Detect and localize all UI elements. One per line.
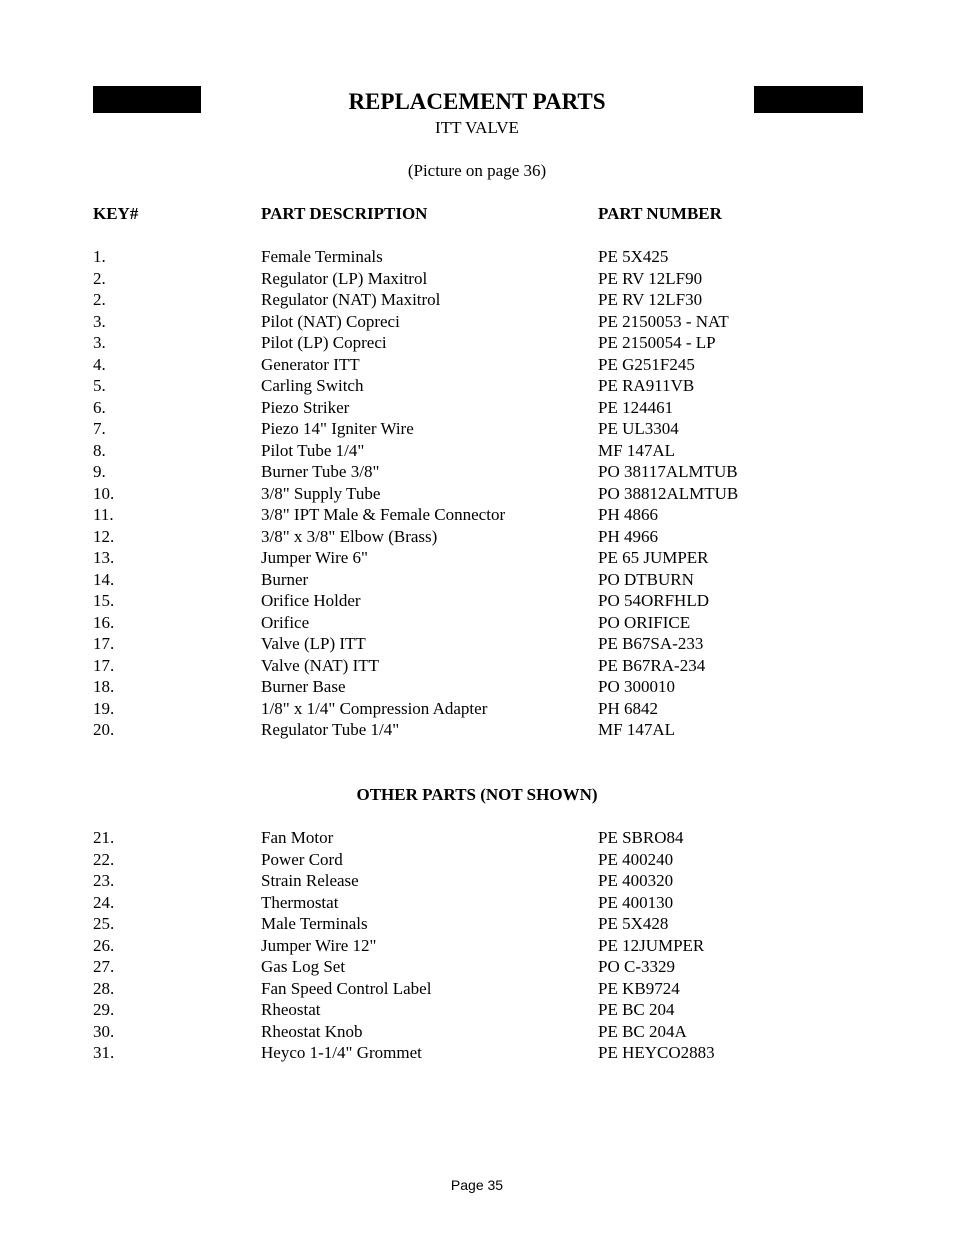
part-number: PE B67SA-233 [598, 634, 704, 653]
part-row [93, 913, 873, 935]
part-description: Pilot (NAT) Copreci [261, 311, 400, 331]
column-header-key: KEY# [93, 204, 139, 223]
part-key: 6. [93, 397, 106, 417]
part-key: 30. [93, 1021, 115, 1041]
page-subtitle: ITT VALVE [435, 118, 519, 137]
part-number: PE RV 12LF90 [598, 268, 703, 288]
part-key: 5. [93, 376, 106, 395]
part-number: PE UL3304 [598, 419, 679, 438]
part-description: Jumper Wire 6" [261, 548, 368, 567]
part-number: MF 147AL [598, 440, 675, 460]
part-number: PO 38117ALMTUB [598, 462, 738, 481]
part-key: 24. [93, 892, 115, 912]
parts-list [93, 246, 873, 741]
part-description: Burner Tube 3/8" [261, 462, 380, 481]
part-number: PH 4866 [598, 505, 658, 524]
part-row [93, 461, 873, 483]
part-row [93, 978, 873, 1000]
part-description: Regulator Tube 1/4" [261, 720, 400, 739]
part-number: PE RV 12LF30 [598, 290, 703, 309]
part-key: 27. [93, 957, 115, 976]
part-row [93, 676, 873, 698]
part-row [93, 1042, 873, 1064]
part-number: PE 2150054 - LP [598, 333, 716, 352]
part-key: 8. [93, 440, 106, 460]
part-number: PE HEYCO2883 [598, 1043, 715, 1062]
part-number: PO DTBURN [598, 569, 694, 589]
part-number: PE 124461 [598, 397, 674, 417]
part-description: Valve (NAT) ITT [261, 655, 380, 675]
part-number: PO 38812ALMTUB [598, 483, 739, 503]
part-description: Rheostat [261, 1000, 321, 1019]
part-description: Regulator (LP) Maxitrol [261, 268, 428, 288]
part-number: PO ORIFICE [598, 612, 691, 632]
part-number: PE 65 JUMPER [598, 548, 709, 567]
part-description: Burner [261, 569, 309, 589]
part-row [93, 289, 873, 311]
part-description: Fan Speed Control Label [261, 978, 432, 998]
part-description: Regulator (NAT) Maxitrol [261, 290, 441, 309]
other-parts-list [93, 827, 873, 1064]
part-number: PE SBRO84 [598, 828, 684, 847]
part-row [93, 526, 873, 548]
part-description: 1/8" x 1/4" Compression Adapter [261, 698, 488, 718]
part-row [93, 246, 873, 268]
part-number: PO 300010 [598, 677, 675, 696]
part-key: 18. [93, 677, 115, 696]
part-description: Heyco 1-1/4" Grommet [261, 1043, 422, 1062]
part-key: 3. [93, 311, 106, 331]
part-row [93, 590, 873, 612]
part-number: PO C-3329 [598, 957, 675, 976]
part-row [93, 569, 873, 591]
part-row [93, 397, 873, 419]
part-row [93, 332, 873, 354]
column-header-part-number: PART NUMBER [598, 204, 722, 223]
part-number: MF 147AL [598, 720, 675, 739]
part-description: Generator ITT [261, 354, 360, 374]
part-row [93, 1021, 873, 1043]
part-key: 13. [93, 548, 115, 567]
part-description: 3/8" Supply Tube [261, 483, 381, 503]
part-description: Power Cord [261, 849, 343, 869]
part-row [93, 633, 873, 655]
part-description: Male Terminals [261, 914, 368, 933]
part-key: 23. [93, 871, 115, 890]
part-number: PH 6842 [598, 698, 658, 718]
part-key: 22. [93, 849, 115, 869]
other-parts-heading: OTHER PARTS (NOT SHOWN) [356, 785, 598, 804]
part-description: Rheostat Knob [261, 1021, 363, 1041]
part-key: 10. [93, 483, 115, 503]
page-title: REPLACEMENT PARTS [348, 89, 606, 114]
part-row [93, 418, 873, 440]
part-row [93, 892, 873, 914]
part-key: 19. [93, 698, 115, 718]
part-row [93, 999, 873, 1021]
part-row [93, 483, 873, 505]
part-number: PO 54ORFHLD [598, 591, 709, 610]
part-row [93, 375, 873, 397]
part-key: 29. [93, 1000, 115, 1019]
part-description: Piezo Striker [261, 397, 350, 417]
part-number: PE 400240 [598, 849, 674, 869]
part-key: 15. [93, 591, 115, 610]
part-key: 17. [93, 634, 115, 653]
part-number: PE BC 204 [598, 1000, 675, 1019]
part-key: 25. [93, 914, 115, 933]
part-number: PE 2150053 - NAT [598, 311, 729, 331]
part-key: 1. [93, 247, 106, 266]
part-key: 2. [93, 268, 106, 288]
part-description: Burner Base [261, 677, 346, 696]
part-number: PE G251F245 [598, 354, 695, 374]
part-description: Orifice [261, 612, 310, 632]
part-description: Orifice Holder [261, 591, 361, 610]
part-key: 11. [93, 505, 114, 524]
part-row [93, 719, 873, 741]
part-key: 2. [93, 290, 106, 309]
part-number: PE RA911VB [598, 376, 695, 395]
part-description: Pilot (LP) Copreci [261, 333, 387, 352]
part-row [93, 935, 873, 957]
part-key: 7. [93, 419, 106, 438]
part-row [93, 268, 873, 290]
part-key: 14. [93, 569, 115, 589]
part-description: Pilot Tube 1/4" [261, 440, 365, 460]
part-key: 28. [93, 978, 115, 998]
part-row [93, 698, 873, 720]
part-row [93, 849, 873, 871]
part-description: Carling Switch [261, 376, 364, 395]
part-row [93, 870, 873, 892]
part-description: Valve (LP) ITT [261, 634, 366, 653]
part-number: PE 12JUMPER [598, 935, 705, 955]
part-description: Jumper Wire 12" [261, 935, 377, 955]
page-number: Page 35 [450, 1177, 504, 1193]
part-number: PE 400320 [598, 871, 674, 890]
part-number: PE 5X428 [598, 914, 669, 933]
part-description: 3/8" x 3/8" Elbow (Brass) [261, 526, 438, 546]
part-key: 26. [93, 935, 115, 955]
part-row [93, 655, 873, 677]
part-description: Female Terminals [261, 247, 383, 266]
part-row [93, 827, 873, 849]
part-row [93, 311, 873, 333]
part-description: Thermostat [261, 892, 339, 912]
part-number: PE KB9724 [598, 978, 680, 998]
part-row [93, 547, 873, 569]
part-description: Piezo 14" Igniter Wire [261, 419, 414, 438]
part-key: 21. [93, 828, 115, 847]
part-row [93, 440, 873, 462]
part-number: PE BC 204A [598, 1021, 687, 1041]
part-key: 20. [93, 720, 115, 739]
part-row [93, 956, 873, 978]
part-number: PE 400130 [598, 892, 674, 912]
part-number: PE B67RA-234 [598, 655, 706, 675]
part-description: Fan Motor [261, 828, 334, 847]
part-key: 4. [93, 354, 106, 374]
part-row [93, 504, 873, 526]
part-key: 16. [93, 612, 115, 632]
part-key: 3. [93, 333, 106, 352]
part-description: Strain Release [261, 871, 359, 890]
part-key: 31. [93, 1043, 115, 1062]
part-row [93, 612, 873, 634]
column-header-description: PART DESCRIPTION [261, 204, 428, 223]
part-row [93, 354, 873, 376]
part-number: PE 5X425 [598, 247, 669, 266]
part-key: 12. [93, 526, 115, 546]
part-number: PH 4966 [598, 526, 658, 546]
part-description: 3/8" IPT Male & Female Connector [261, 505, 506, 524]
part-description: Gas Log Set [261, 957, 346, 976]
part-key: 17. [93, 655, 115, 675]
part-key: 9. [93, 462, 106, 481]
picture-reference-note: (Picture on page 36) [407, 161, 547, 180]
